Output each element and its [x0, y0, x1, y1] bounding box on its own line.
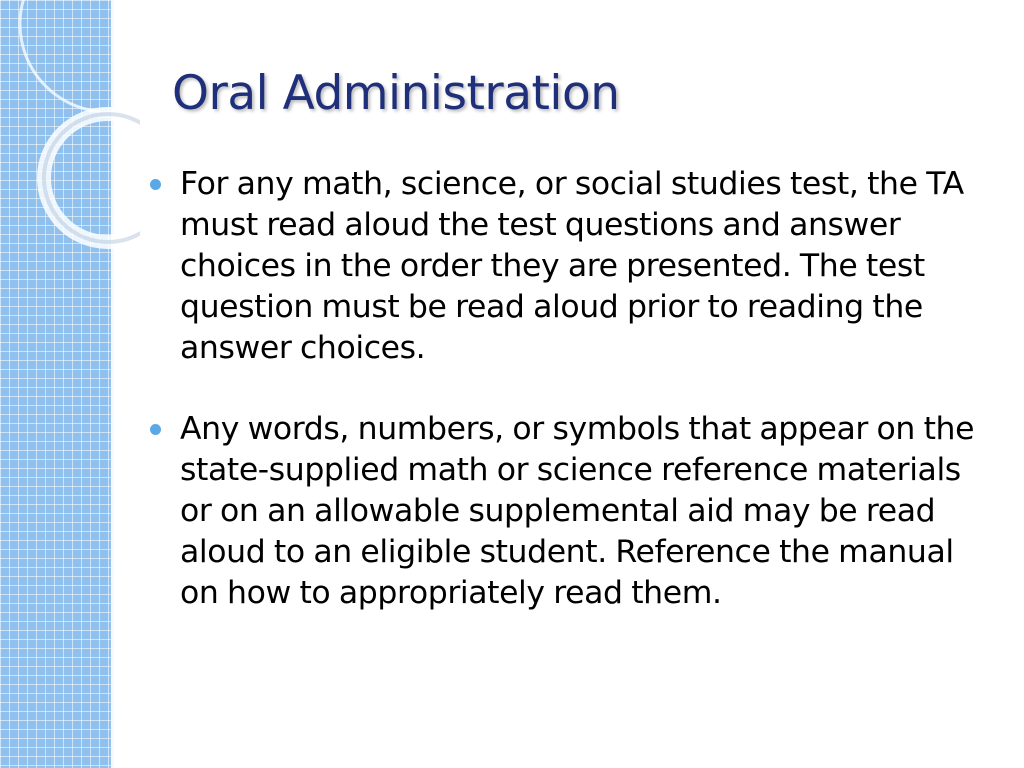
list-item	[150, 164, 1000, 369]
list-item	[150, 409, 1000, 614]
bullet-icon	[150, 179, 161, 190]
bullet-text: Any words, numbers, or symbols that appear on the state-supplied math or science reference materials or on an allowable supplemental aid may be read aloud to an eligible student. Reference the manual on how to appropriately read them.	[180, 411, 975, 611]
bullet-icon	[150, 424, 161, 435]
page-title: Oral Administration	[172, 66, 620, 121]
bullet-text: For any math, science, or social studies test, the TA must read aloud the test questions and answer choices in the order they are presented. The test question must be read aloud prior to reading the answer choices.	[180, 166, 964, 366]
bullet-list	[150, 164, 1000, 614]
decorative-circles-graphic	[0, 0, 140, 260]
